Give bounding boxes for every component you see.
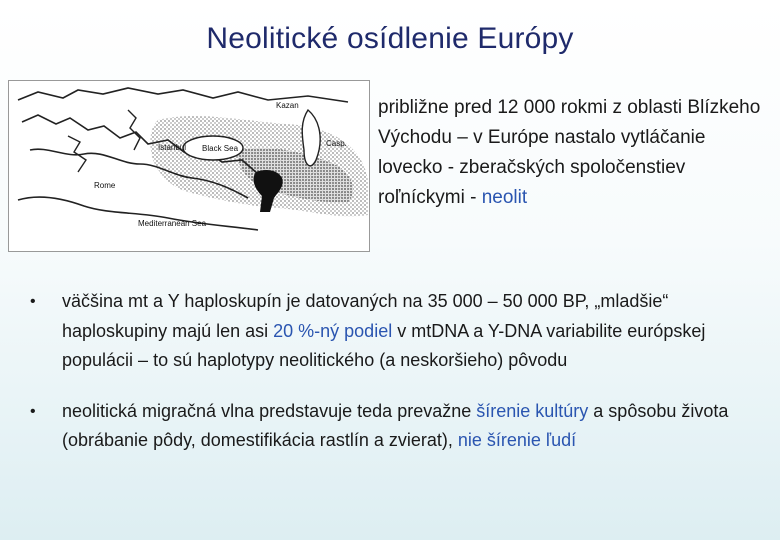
map-label-casp: Casp. [326,139,347,148]
map-label-rome: Rome [94,181,116,190]
bullet-highlight: 20 %-ný podiel [273,320,393,341]
map-label-mediterranean-sea: Mediterranean Sea [138,219,207,228]
intro-text-body: približne pred 12 000 rokmi z oblasti Blízkeho Východu – v Európe nastalo vytláčanie lovecko - zberačských spoločenstiev roľníckymi - [378,97,761,208]
slide-title: Neolitické osídlenie Európy [206,22,574,55]
bullet-dot: • [30,402,36,420]
map-label-istanbul: Istanbul [158,143,187,152]
neolithic-map [8,80,370,252]
bullet-list [30,287,760,477]
intro-text [378,93,770,213]
bullet-dot: • [30,293,36,310]
bullet-highlight: šírenie kultúry [476,400,589,421]
bullet-item [30,397,760,456]
map-label-black-sea: Black Sea [202,144,239,153]
map-label-kazan: Kazan [276,101,299,110]
intro-highlight-neolit: neolit [481,187,528,208]
bullet-text: a spôsobu života (obrábanie pôdy, domestifikácia rastlín a zvierat), [62,400,729,450]
bullet-text: neolitická migračná vlna predstavuje teda prevažne [62,400,477,421]
bullet-highlight: nie šírenie ľudí [457,430,577,450]
bullet-text: väčšina mt a Y haploskupín je datovaných na 35 000 – 50 000 BP, „mladšie“ haploskupiny majú len asi [62,291,669,341]
bullet-item [30,287,760,376]
bullet-text: v mtDNA a Y-DNA variabilite európskej populácii – to sú haplotypy neolitického (a neskoršieho) pôvodu [62,320,706,370]
